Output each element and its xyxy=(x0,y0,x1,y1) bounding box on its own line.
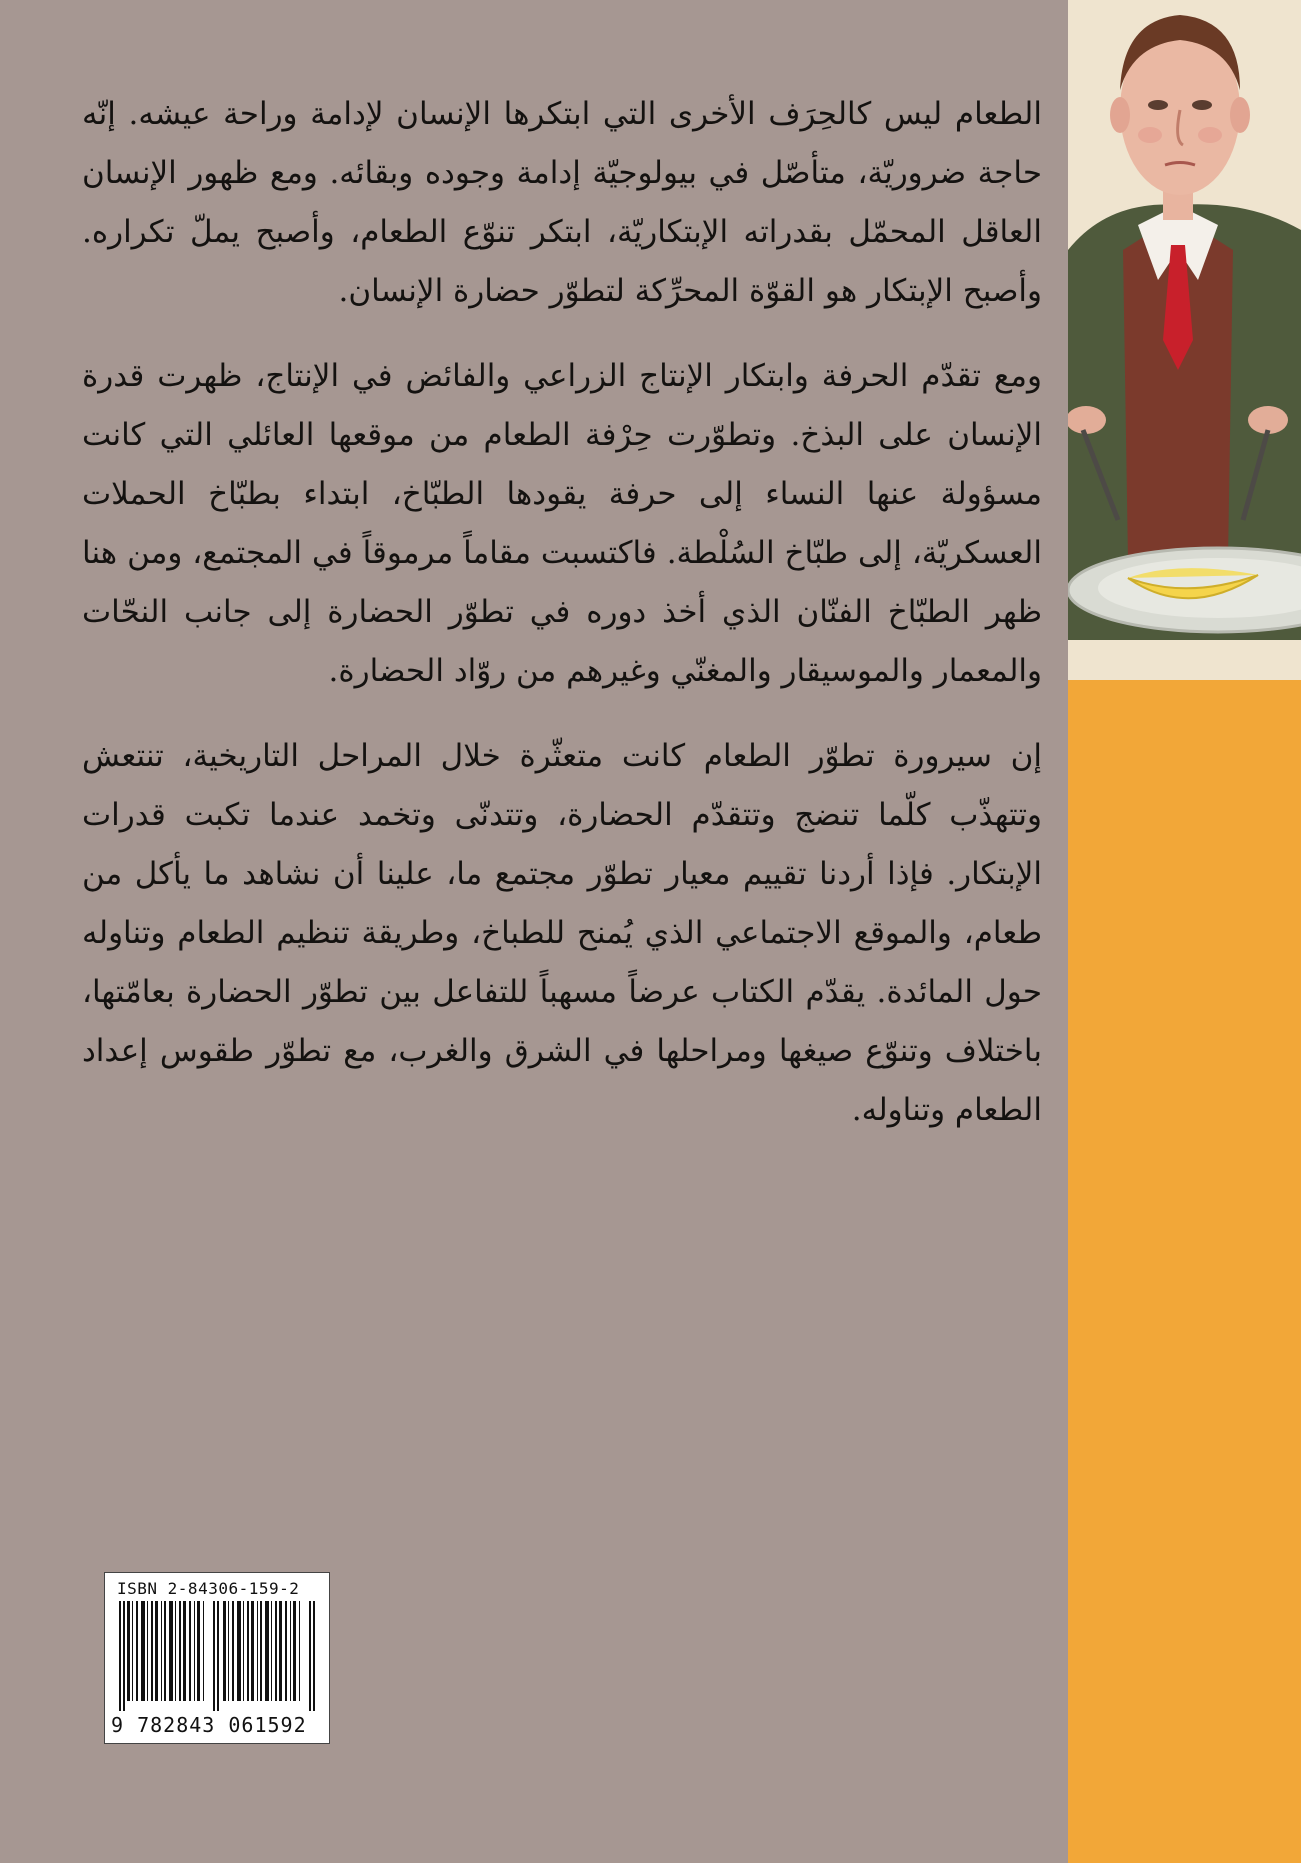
ean-digits: 9 782843 061592 xyxy=(111,1713,307,1737)
isbn-barcode xyxy=(104,1572,330,1744)
blurb-paragraph: إن سيرورة تطوّر الطعام كانت متعثّرة خلال المراحل التاريخية، تنتعش وتتهذّب كلّما تنضج وتتقدّم الحضارة، وتتدنّى وتخمد عندما تكبت قدرات الإبتكار. فإذا أردنا تقييم معيار تطوّر مجتمع ما، علينا أن نشاهد ما يأكل من طعام، والموقع الاجتماعي الذي يُمنح للطباخ، وطريقة تنظيم الطعام وتناوله حول المائدة. يقدّم الكتاب عرضاً مسهباً للتفاعل بين تطوّر الحضارة بعامّتها، باختلاف وتنوّع صيغها ومراحلها في الشرق والغرب، مع تطوّر طقوس إعداد الطعام وتناوله. xyxy=(82,738,1042,1128)
blurb-paragraph: الطعام ليس كالحِرَف الأخرى التي ابتكرها الإنسان لإدامة وراحة عيشه. إنّه حاجة ضروريّة، متأصّل في بيولوجيّة إدامة وجوده وبقائه. ومع ظهور الإنسان العاقل المحمّل بقدراته الإبتكاريّة، ابتكر تنوّع الطعام، وأصبح يملّ تكراره. وأصبح الإبتكار هو القوّة المحرِّكة لتطوّر حضارة الإنسان. xyxy=(82,96,1042,309)
blurb-text xyxy=(82,85,1042,1166)
isbn-label: ISBN 2-84306-159-2 xyxy=(117,1579,300,1598)
spine-color-band xyxy=(1068,680,1301,1863)
blurb-paragraph: ومع تقدّم الحرفة وابتكار الإنتاج الزراعي والفائض في الإنتاج، ظهرت قدرة الإنسان على البذخ. وتطوّرت حِرْفة الطعام من موقعها العائلي التي كانت مسؤولة عنها النساء إلى حرفة يقودها الطبّاخ، ابتداء بطبّاخ الحملات العسكريّة، إلى طبّاخ السُلْطة. فاكتسبت مقاماً مرموقاً في المجتمع، ومن هنا ظهر الطبّاخ الفنّان الذي أخذ دوره في تطوّر الحضارة إلى جانب النحّات والمعمار والموسيقار والمغنّي وغيرهم من روّاد الحضارة. xyxy=(82,358,1042,689)
barcode-bars xyxy=(117,1601,317,1711)
cover-illustration xyxy=(1068,0,1301,680)
man-eating-banana-illustration xyxy=(1068,0,1301,680)
